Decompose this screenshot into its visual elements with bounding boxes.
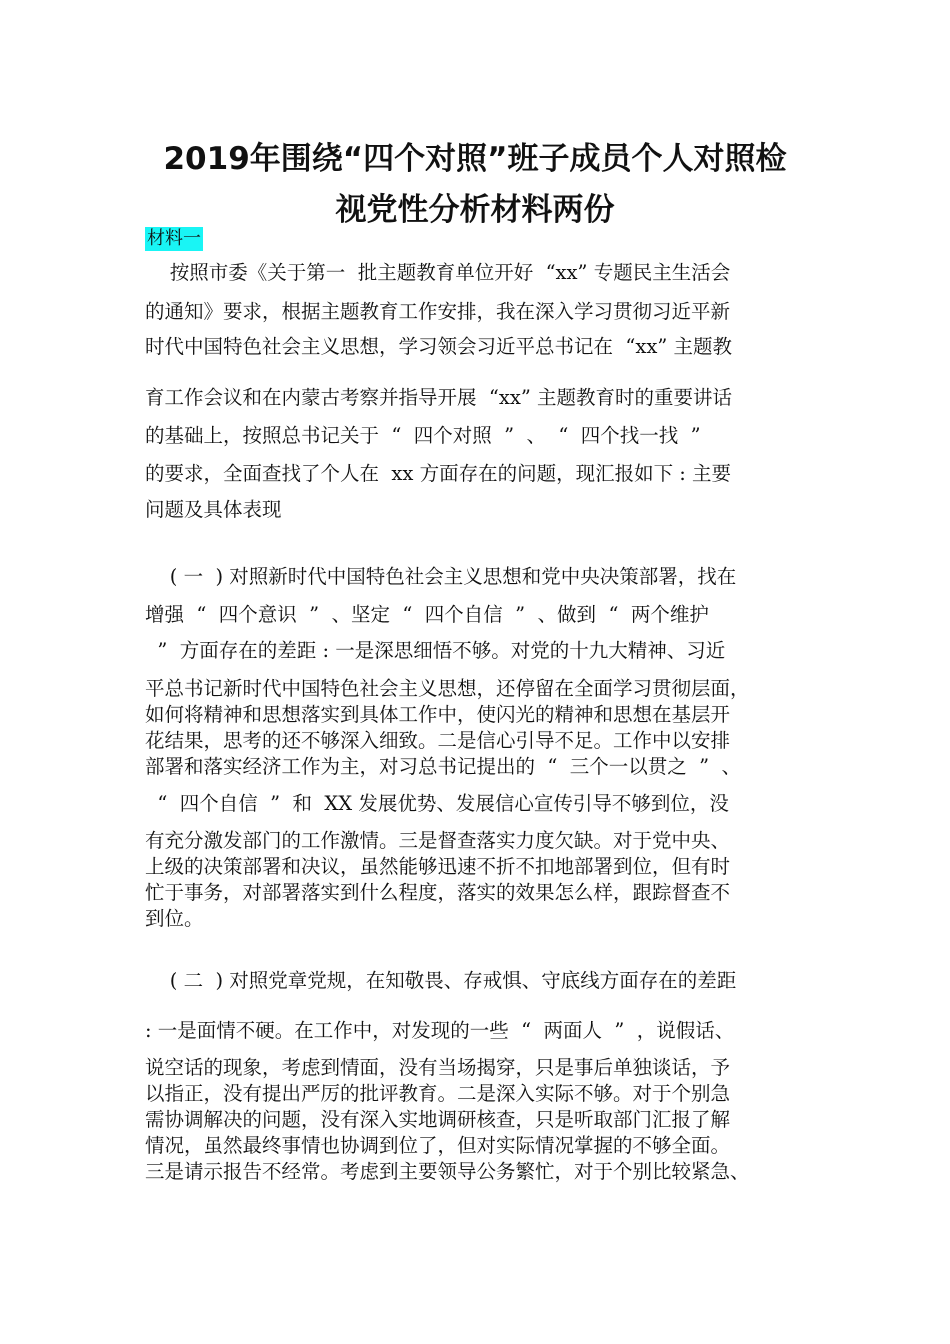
body-line: 到位。 <box>145 907 204 930</box>
body-line: 部署和落实经济工作为主，对习总书记提出的 “ 三个一以贯之 ” 、 <box>145 755 742 778</box>
body-line: 增强 “ 四个意识 ” 、坚定 “ 四个自信 ” 、做到 “ 两个维护 <box>145 603 709 626</box>
body-line: ( 二 ) 对照党章党规，在知敬畏、存戒惧、守底线方面存在的差距 <box>145 969 737 992</box>
body-line: ( 一 ) 对照新时代中国特色社会主义思想和党中央决策部署，找在 <box>145 565 737 588</box>
body-line: 的通知》要求，根据主题教育工作安排，我在深入学习贯彻习近平新 <box>145 300 731 323</box>
body-line: 情况，虽然最终事情也协调到位了，但对实际情况掌握的不够全面。 <box>145 1134 731 1157</box>
body-line: 按照市委《关于第一 批主题教育单位开好 “xx” 专题民主生活会 <box>145 261 731 284</box>
body-line: 如何将精神和思想落实到具体工作中，使闪光的精神和思想在基层开 <box>145 703 731 726</box>
body-line: 花结果，思考的还不够深入细致。二是信心引导不足。工作中以安排 <box>145 729 731 752</box>
body-line: : 一是面情不硬。在工作中，对发现的一些 “ 两面人 ” ，说假话、 <box>145 1019 735 1042</box>
body-line: 有充分激发部门的工作激情。三是督查落实力度欠缺。对于党中央、 <box>145 829 731 852</box>
body-line: 育工作会议和在内蒙古考察并指导开展 “xx” 主题教育时的重要讲话 <box>145 386 733 409</box>
body-line: 说空话的现象，考虑到情面，没有当场揭穿，只是事后单独谈话，予 <box>145 1056 731 1079</box>
body-line: 需协调解决的问题，没有深入实地调研核查，只是听取部门汇报了解 <box>145 1108 731 1131</box>
body-line: 问题及具体表现 <box>145 498 282 521</box>
body-line: 的要求，全面查找了个人在 xx 方面存在的问题，现汇报如下 : 主要 <box>145 462 732 485</box>
body-line: 时代中国特色社会主义思想，学习领会习近平总书记在 “xx” 主题教 <box>145 335 733 358</box>
section-label: 材料一 <box>147 228 201 249</box>
body-line: 上级的决策部署和决议，虽然能够迅速不折不扣地部署到位，但有时 <box>145 855 731 878</box>
document-title-line-2: 视党性分析材料两份 <box>335 192 615 228</box>
body-line: 的基础上，按照总书记关于 “ 四个对照 ” 、 “ 四个找一找 ” <box>145 424 701 447</box>
body-line: 平总书记新时代中国特色社会主义思想，还停留在全面学习贯彻层面， <box>145 677 750 700</box>
body-line: “ 四个自信 ” 和 XX 发展优势、发展信心宣传引导不够到位，没 <box>145 792 729 815</box>
body-line: 三是请示报告不经常。考虑到主要领导公务繁忙，对于个别比较紧急、 <box>145 1160 750 1183</box>
body-line: ” 方面存在的差距 : 一是深思细悟不够。对党的十九大精神、习近 <box>145 639 726 662</box>
body-line: 忙于事务，对部署落实到什么程度，落实的效果怎么样，跟踪督查不 <box>145 881 731 904</box>
document-title-line-1: 2019年围绕“四个对照”班子成员个人对照检 <box>163 141 787 177</box>
body-line: 以指正，没有提出严厉的批评教育。二是深入实际不够。对于个别急 <box>145 1082 731 1105</box>
